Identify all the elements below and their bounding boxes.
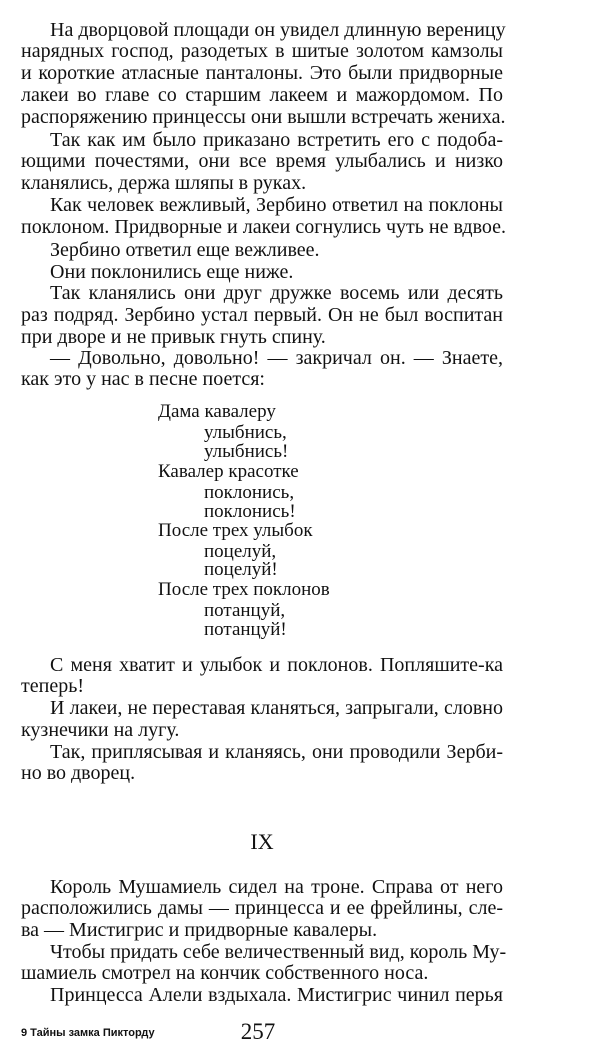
text-line: раз подряд. Зербино устал первый. Он не был воспитан: [21, 304, 503, 326]
poem-line: После трех улыбок: [158, 520, 313, 541]
poem-line: поцелуй!: [204, 559, 278, 580]
poem-line: поцелуй,: [204, 541, 277, 562]
poem-line: поклонись!: [204, 501, 296, 522]
text-line: шамиель смотрел на кончик собственного носа.: [21, 962, 429, 984]
poem-line: потанцуй,: [204, 600, 286, 621]
poem-line: После трех поклонов: [158, 579, 330, 600]
poem-line: Дама кавалеру: [158, 401, 276, 422]
text-line: ва — Мистигрис и придворные кавалеры.: [21, 919, 378, 941]
text-line: но во дворец.: [21, 762, 136, 784]
text-line: Так, приплясывая и кланяясь, они проводили Зерби-: [50, 741, 503, 763]
text-line: На дворцовой площади он увидел длинную вереницу: [50, 19, 506, 41]
text-line: теперь!: [21, 675, 84, 697]
text-line: С меня хватит и улыбок и поклонов. Попляшите-ка: [50, 654, 503, 676]
text-line: и короткие атласные панталоны. Это были придворные: [21, 62, 503, 84]
text-line: Так как им было приказано встретить его с подоба-: [50, 129, 503, 151]
text-line: лакеи во главе со старшим лакеем и мажордомом. По: [21, 84, 503, 106]
text-line: Они поклонились еще ниже.: [50, 261, 294, 283]
poem-line: поклонись,: [204, 482, 295, 503]
text-line: распоряжению принцессы они вышли встречать жениха.: [21, 106, 506, 128]
chapter-heading: IX: [250, 829, 274, 854]
page-number: 257: [240, 1019, 276, 1044]
text-line: при дворе и не привык гнуть спину.: [21, 326, 326, 348]
text-line: — Довольно, довольно! — закричал он. — Знаете,: [50, 347, 503, 369]
text-line: кузнечики на лугу.: [21, 719, 180, 741]
text-line: поклоном. Придворные и лакеи согнулись чуть не вдвое.: [21, 216, 507, 238]
text-line: Зербино ответил еще вежливее.: [50, 239, 320, 261]
text-line: И лакеи, не переставая кланяться, запрыгали, словно: [50, 697, 503, 719]
text-line: ющими почестями, они все время улыбались и низко: [21, 150, 503, 172]
text-line: кланялись, держа шляпы в руках.: [21, 172, 307, 194]
poem-line: улыбнись,: [204, 422, 287, 443]
text-line: нарядных господ, разодетых в шитые золотом камзолы: [21, 40, 503, 62]
text-line: Так кланялись они друг дружке восемь или десять: [50, 282, 503, 304]
poem-line: улыбнись!: [204, 441, 289, 462]
poem-line: Кавалер красотке: [158, 461, 299, 482]
text-line: Как человек вежливый, Зербино ответил на поклоны: [50, 194, 503, 216]
printer-signature: 9 Тайны замка Пикторду: [21, 1027, 155, 1039]
text-line: Чтобы придать себе величественный вид, король Му-: [50, 941, 507, 963]
text-line: Принцесса Алели вздыхала. Мистигрис чинил перья: [50, 984, 503, 1006]
text-line: как это у нас в песне поется:: [21, 368, 265, 390]
text-line: Король Мушамиель сидел на троне. Справа от него: [50, 876, 503, 898]
text-line: расположились дамы — принцесса и ее фрейлины, сле-: [21, 897, 503, 919]
poem-line: потанцуй!: [204, 619, 287, 640]
